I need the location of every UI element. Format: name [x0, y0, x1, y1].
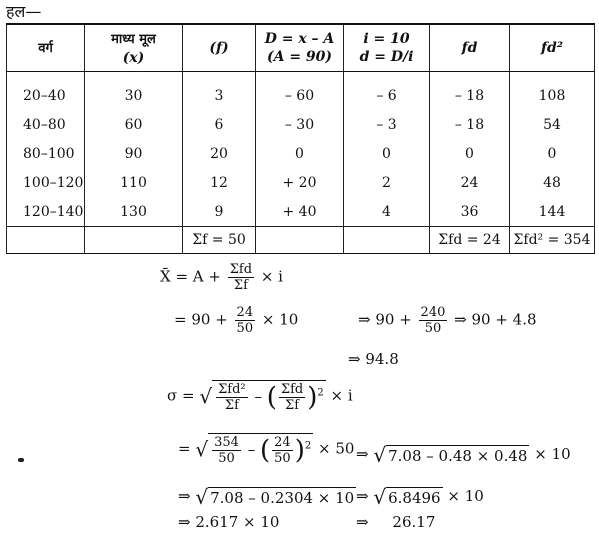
table-cell: 80–100 [7, 139, 85, 168]
table-row [7, 110, 595, 139]
fraction: $\frac{\text{Σfd²}}{\Sigma f}$ [218, 382, 246, 413]
table-cell: 3 [183, 72, 256, 111]
header-frequency: (f) [183, 24, 256, 72]
table-cell: – 60 [256, 72, 344, 111]
sd-step-5: ⇒ 2.617 × 10 [178, 513, 280, 531]
table-cell: 24 [430, 168, 510, 197]
table-cell: 20–40 [7, 72, 85, 111]
table-cell: 0 [510, 139, 595, 168]
table-cell: 20 [183, 139, 256, 168]
table-cell: – 30 [256, 110, 344, 139]
table-cell: 60 [85, 110, 183, 139]
mean-formula: X̄ = A + $\frac{\text{Σfd}}{\Sigma f}$ × i [160, 262, 283, 293]
total-frequency: Σf = 50 [183, 227, 256, 254]
sqrt-icon: √ [195, 437, 209, 462]
table-cell: 100–120 [7, 168, 85, 197]
radicand: $\frac{\text{Σfd²}}{\Sigma f}$ – ( $\frac{\text{Σfd}}{\Sigma f}$ )$^2$ [212, 380, 326, 413]
table-header-row [7, 24, 595, 72]
table-cell: 30 [85, 72, 183, 111]
table-cell: 40–80 [7, 110, 85, 139]
sd-step-1: = √ $\frac{354}{50}$ – ( $\frac{24}{50}$ )$^2$ × 50 [178, 435, 355, 466]
sd-step-3: ⇒ √ 7.08 – 0.2304 × 10 [178, 485, 355, 509]
table-row [7, 168, 595, 197]
table-cell: 2 [344, 168, 430, 197]
right-paren: ) [294, 435, 305, 466]
table-cell: 4 [344, 197, 430, 227]
table-cell [344, 227, 430, 254]
mean-step-1: = 90 + $\frac{24}{50}$ × 10 [174, 305, 299, 336]
table-cell: 54 [510, 110, 595, 139]
table-cell [7, 227, 85, 254]
sqrt-icon: √ [373, 485, 387, 509]
solution-label: हल— [6, 2, 42, 21]
table-cell: 48 [510, 168, 595, 197]
header-class: वर्ग [7, 24, 85, 72]
table-cell: + 20 [256, 168, 344, 197]
table-cell: 0 [344, 139, 430, 168]
table-cell: 90 [85, 139, 183, 168]
fraction: $\frac{354}{50}$ [214, 435, 239, 466]
sqrt-icon: √ [199, 384, 213, 409]
mean-step-2: ⇒ 90 + $\frac{240}{50}$ ⇒ 90 + 4.8 [358, 305, 537, 336]
fraction: $\frac{\text{Σfd}}{\Sigma f}$ [229, 262, 253, 293]
table-cell: 0 [430, 139, 510, 168]
sqrt-icon: √ [195, 485, 209, 509]
header-mid-value: माध्य मूल (x) [85, 24, 183, 72]
fraction: $\frac{24}{50}$ [274, 435, 291, 466]
fraction: $\frac{240}{50}$ [420, 305, 446, 336]
table-row [7, 197, 595, 227]
frequency-table [6, 23, 595, 254]
fraction: $\frac{24}{50}$ [236, 305, 254, 336]
total-fd: Σfd = 24 [430, 227, 510, 254]
header-fd2: fd² [510, 24, 595, 72]
fraction: $\frac{\text{Σfd}}{\Sigma f}$ [280, 382, 304, 413]
bullet-mark [18, 458, 24, 462]
sd-formula: σ = √ $\frac{\text{Σfd²}}{\Sigma f}$ – ( $\frac{\text{Σfd}}{\Sigma f}$ )$^2$ × i [167, 382, 353, 413]
table-cell [256, 227, 344, 254]
table-cell: + 40 [256, 197, 344, 227]
right-paren: ) [307, 382, 318, 413]
table-cell: 130 [85, 197, 183, 227]
table-cell: 36 [430, 197, 510, 227]
table-cell [85, 227, 183, 254]
table-cell: – 6 [344, 72, 430, 111]
total-fd2: Σfd² = 354 [510, 227, 595, 254]
table-cell: – 18 [430, 72, 510, 111]
mean-result: ⇒ 94.8 [348, 350, 399, 368]
table-cell: 12 [183, 168, 256, 197]
table-cell: – 3 [344, 110, 430, 139]
table-cell: 6 [183, 110, 256, 139]
table-cell: 120–140 [7, 197, 85, 227]
table-cell: 9 [183, 197, 256, 227]
table-total-row [7, 227, 595, 254]
table-row [7, 72, 595, 111]
table-cell: 108 [510, 72, 595, 111]
table-cell: 110 [85, 168, 183, 197]
header-fd: fd [430, 24, 510, 72]
sd-result: ⇒ 26.17 [356, 513, 436, 531]
sqrt-icon: √ [373, 443, 387, 467]
table-cell: 144 [510, 197, 595, 227]
table-cell: 0 [256, 139, 344, 168]
header-step-deviation: i = 10 d = D/i [344, 24, 430, 72]
sd-step-4: ⇒ √ 6.8496 × 10 [356, 485, 484, 509]
table-row [7, 139, 595, 168]
left-paren: ( [266, 382, 277, 413]
header-deviation: D = x – A (A = 90) [256, 24, 344, 72]
left-paren: ( [260, 435, 271, 466]
table-cell: – 18 [430, 110, 510, 139]
radicand: $\frac{354}{50}$ – ( $\frac{24}{50}$ )$^2$ [208, 433, 313, 466]
sd-step-2: ⇒ √ 7.08 – 0.48 × 0.48 × 10 [356, 443, 571, 467]
